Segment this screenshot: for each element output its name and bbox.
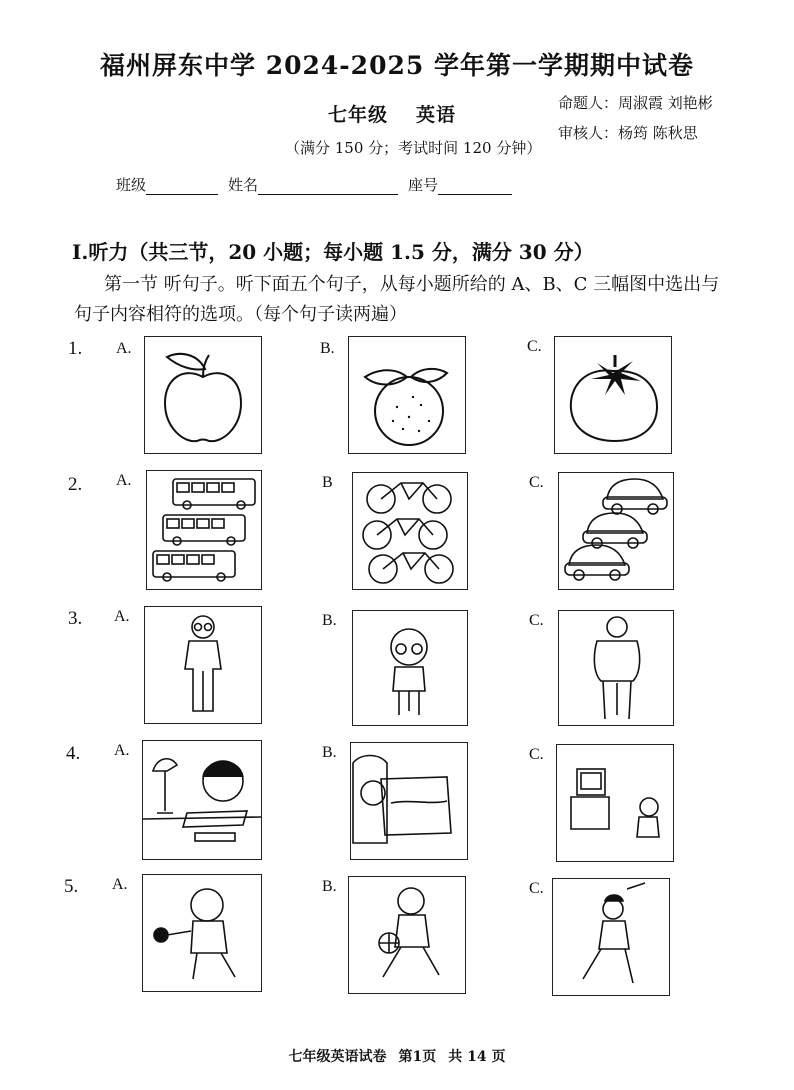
name-field[interactable] — [258, 180, 398, 195]
option-image-2b[interactable] — [352, 472, 468, 590]
option-image-4a[interactable] — [142, 740, 262, 860]
basketball-icon — [349, 877, 465, 993]
buses-icon — [147, 471, 261, 589]
option-label: B. — [322, 612, 337, 629]
footer-page: 第1页 — [398, 1049, 437, 1065]
option-label: A. — [114, 742, 130, 759]
section-instruction: 第一节 听句子。听下面五个句子，从每小题所给的 A、B、C 三幅图中选出与句子内容相符的选项。（每个句子读两遍） — [74, 274, 720, 325]
authors-block — [558, 88, 713, 148]
bikes-icon — [353, 473, 467, 589]
option-label: B. — [320, 340, 335, 357]
option-label: C. — [529, 474, 544, 491]
page-footer — [0, 1046, 794, 1066]
section-title: Ⅰ.听力（共三节，20 小题；每小题 1.5 分，满分 30 分） — [72, 240, 594, 264]
footer-total: 共 14 页 — [448, 1049, 506, 1065]
orange-icon — [349, 337, 465, 453]
class-label: 班级 — [116, 176, 147, 194]
option-image-1b[interactable] — [348, 336, 466, 454]
seat-label: 座号 — [408, 176, 439, 194]
seat-field[interactable] — [438, 180, 512, 195]
question-number-2: 2. — [68, 474, 83, 495]
option-label: B — [322, 474, 333, 491]
apple-icon — [145, 337, 261, 453]
option-label: A. — [116, 340, 132, 357]
heavy-man-icon — [559, 611, 673, 725]
girl-sleeping-icon — [351, 743, 467, 859]
page-title: 福州屏东中学 2024-2025 学年第一学期期中试卷 — [100, 51, 694, 80]
question-number-5: 5. — [64, 876, 79, 897]
question-number-4: 4. — [66, 743, 81, 764]
option-label: C. — [527, 338, 542, 355]
grade-label: 七年级 — [328, 104, 389, 126]
question-number-1: 1. — [68, 338, 83, 359]
class-field[interactable] — [146, 180, 218, 195]
option-image-1c[interactable] — [554, 336, 672, 454]
option-image-5b[interactable] — [348, 876, 466, 994]
option-image-1a[interactable] — [144, 336, 262, 454]
subject-label: 英语 — [416, 104, 457, 126]
option-label: C. — [529, 880, 544, 897]
option-image-2a[interactable] — [146, 470, 262, 590]
option-label: A. — [112, 876, 128, 893]
option-image-2c[interactable] — [558, 472, 674, 590]
option-image-4c[interactable] — [556, 744, 674, 862]
option-image-4b[interactable] — [350, 742, 468, 860]
option-image-3c[interactable] — [558, 610, 674, 726]
cars-icon — [559, 473, 673, 589]
option-label: A. — [114, 608, 130, 625]
question-number-3: 3. — [68, 608, 83, 629]
option-image-5a[interactable] — [142, 874, 262, 992]
reviewer-line: 审核人：杨筠 陈秋思 — [558, 124, 698, 142]
tomato-icon — [555, 337, 671, 453]
footer-paper: 七年级英语试卷 — [288, 1049, 387, 1065]
tall-boy-glasses-icon — [145, 607, 261, 723]
boy-watching-tv-icon — [557, 745, 673, 861]
boy-studying-icon — [143, 741, 261, 859]
author-line: 命题人：周淑霞 刘艳彬 — [558, 94, 713, 112]
option-label: B. — [322, 744, 337, 761]
grade-subject — [328, 100, 456, 127]
option-label: B. — [322, 878, 337, 895]
option-image-3b[interactable] — [352, 610, 468, 726]
option-label: C. — [529, 612, 544, 629]
option-label: A. — [116, 472, 132, 489]
student-info-line — [116, 174, 522, 195]
score-info: （满分 150 分；考试时间 120 分钟） — [285, 139, 542, 157]
option-image-5c[interactable] — [552, 878, 670, 996]
name-label: 姓名 — [228, 176, 259, 194]
baseball-icon — [553, 879, 669, 995]
option-image-3a[interactable] — [144, 606, 262, 724]
short-boy-glasses-icon — [353, 611, 467, 725]
option-label: C. — [529, 746, 544, 763]
ping-pong-icon — [143, 875, 261, 991]
